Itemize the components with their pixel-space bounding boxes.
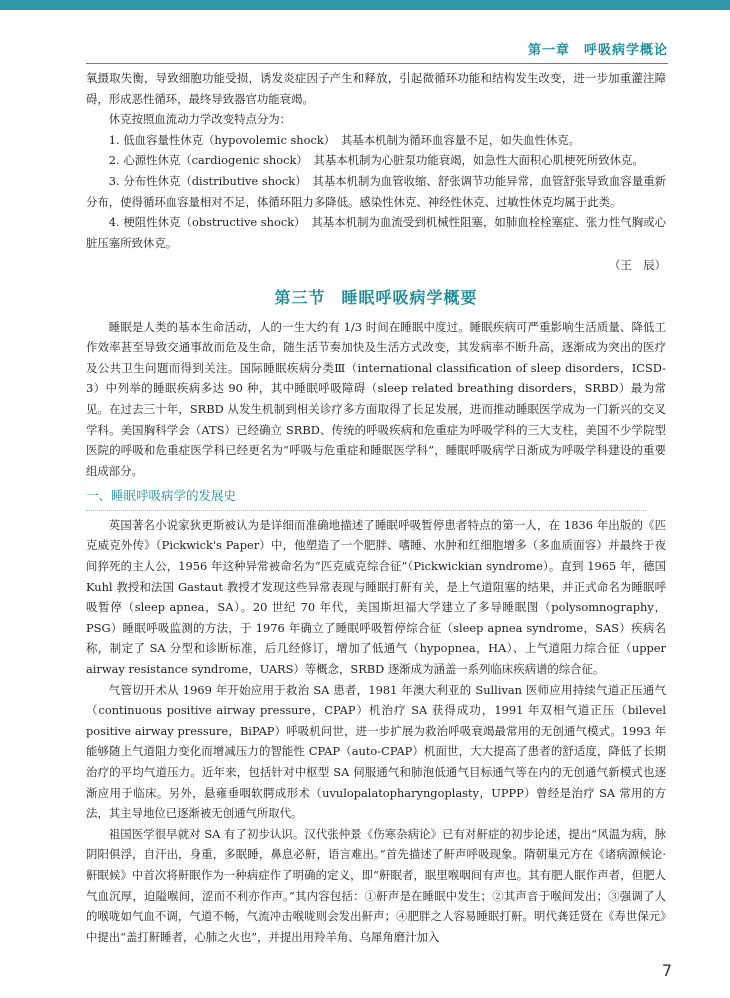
header-rule xyxy=(86,63,668,64)
page-header xyxy=(0,10,730,60)
intro-paragraph: 睡眠是人类的基本生命活动，人的一生大约有 1/3 时间在睡眠中度过。睡眠疾病可严重影响生活质量、降低工作效率甚至导致交通事故而危及生命，随生活节奏加快及生活方式改变，其发病率不断升高，逐渐成为突出的医疗及公共卫生问题而得到关注。国际睡眠疾病分类Ⅲ（international classification of sleep disorders，ICSD-3）中列举的睡眠疾病多达 90 种，其中睡眠呼吸障碍（sleep related breathing disorders，SRBD）最为常见。在过去三十年，SRBD 从发生机制到相关诊疗多方面取得了长足发展，进而推动睡眠医学成为一门新兴的交叉学科。美国胸科学会（ATS）已经确立 SRBD、传统的呼吸疾病和危重症为呼吸学科的三大支柱，美国不少学院型医院的呼吸和危重症医学科已经更名为“呼吸与危重症和睡眠医学科”，睡眠呼吸病学日渐成为呼吸学科建设的重要组成部分。 xyxy=(86,319,666,478)
chapter-title: 第一章 呼吸病学概论 xyxy=(527,43,668,58)
shock-intro: 休克按照血流动力学改变特点分为： xyxy=(108,112,292,127)
section-number: 第三节 xyxy=(274,287,326,307)
author-attribution: （王 辰） xyxy=(609,258,666,273)
section-title: 睡眠呼吸病学概要 xyxy=(341,287,478,307)
shock-type-3: 3. 分布性休克（distributive shock） 其基本机制为血管收缩、舒张调节功能异常，血管舒张导致血容量重新分布，使得循环血容量相对不足，体循环阻力多降低。感染性休克、神经性休克、过敏性休克均属于此类。 xyxy=(86,173,666,209)
history-paragraph-1: 英国著名小说家狄更斯被认为是详细而准确地描述了睡眠呼吸暂停患者特点的第一人，在 1836 年出版的《匹克威克外传》（Pickwick's Paper）中，他塑造了一个肥胖、嗜睡、水肿和红细胞增多（多血质面容）并最终于夜间猝死的主人公，1956 年这种异常被命名为“匹克威克综合征”（Pickwickian syndrome）。直到 1965 年，德国 Kuhl 教授和法国 Gastaut 教授才发现这些异常表现与睡眠打鼾有关，是上气道阻塞的结果，并正式命名为睡眠呼吸暂停（sleep apnea，SA）。20 世纪 70 年代，美国斯坦福大学建立了多导睡眠图（polysomnography，PSG）睡眠呼吸监测的方法，于 1976 年确立了睡眠呼吸暂停综合征（sleep apnea syndrome，SAS）疾病名称，制定了 SA 分型和诊断标准，后几经修订，增加了低通气（hypopnea，HA）、上气道阻力综合征（upper airway resistance syndrome，UARS）等概念，SRBD 逐渐成为涵盖一系列临床疾病谱的综合征。 xyxy=(86,517,666,677)
history-paragraph-2: 气管切开术从 1969 年开始应用于救治 SA 患者，1981 年澳大利亚的 Sullivan 医师应用持续气道正压通气（continuous positive airway pressure，CPAP）机治疗 SA 获得成功，1991 年双相气道正压（bilevel positive airway pressure，BiPAP）呼吸机问世，进一步扩展为救治呼吸衰竭最常用的无创通气模式。1993 年能够随上气道阻力变化而增减压力的智能性 CPAP（auto-CPAP）机面世，大大提高了患者的舒适度，降低了长期治疗的平均气道压力。近年来，包括针对中枢型 SA 伺服通气和肺泡低通气目标通气等在内的无创通气新模式也逐渐应用于临床。另外，悬雍垂咽软腭成形术（uvulopalatopharyngoplasty，UPPP）曾经是治疗 SA 常用的方法，其主导地位已逐渐被无创通气所取代。 xyxy=(86,682,666,821)
section-heading xyxy=(86,288,666,309)
header-accent-bar xyxy=(0,0,730,10)
shock-type-1: 1. 低血容量性休克（hypovolemic shock） 其基本机制为循环血容量不足，如失血性休克。 xyxy=(108,132,581,147)
subsection-heading: 一、睡眠呼吸病学的发展史 xyxy=(86,486,646,511)
page-number: 7 xyxy=(661,961,672,980)
history-paragraph-3: 祖国医学很早就对 SA 有了初步认识。汉代张仲景《伤寒杂病论》已有对鼾症的初步论述，提出“风温为病，脉阴阳俱浮，自汗出，身重，多眠睡，鼻息必鼾，语言难出。”首先描述了鼾声呼吸现象。隋朝巢元方在《诸病源候论·鼾眠候》中首次将鼾眠作为一种病症作了明确的定义，即“鼾眠者，眠里喉咽间有声也。其有肥人眠作声者，但肥人气血沉厚，迫隘喉间，涩而不利亦作声。”其内容包括：①鼾声是在睡眠中发生；②其声音于喉间发出；③强调了人的喉咙如气血不调，气道不畅，气流冲击喉咙则会发出鼾声；④肥胖之人容易睡眠打鼾。明代龚廷贤在《寿世保元》中提出“盖打鼾睡者，心肺之火也”，并提出用羚羊角、乌犀角磨汁加入 xyxy=(86,826,666,944)
shock-type-2: 2. 心源性休克（cardiogenic shock） 其基本机制为心脏泵功能衰竭，如急性大面积心肌梗死所致休克。 xyxy=(108,153,644,168)
page-body xyxy=(86,68,666,947)
shock-type-4: 4. 梗阻性休克（obstructive shock） 其基本机制为血流受到机械性阻塞，如肺血栓栓塞症、张力性气胸或心脏压塞所致休克。 xyxy=(86,215,666,250)
continuation-paragraph: 氧摄取失衡，导致细胞功能受损，诱发炎症因子产生和释放，引起微循环功能和结构发生改变，进一步加重灌注障碍，形成恶性循环，最终导致器官功能衰竭。 xyxy=(86,71,666,106)
